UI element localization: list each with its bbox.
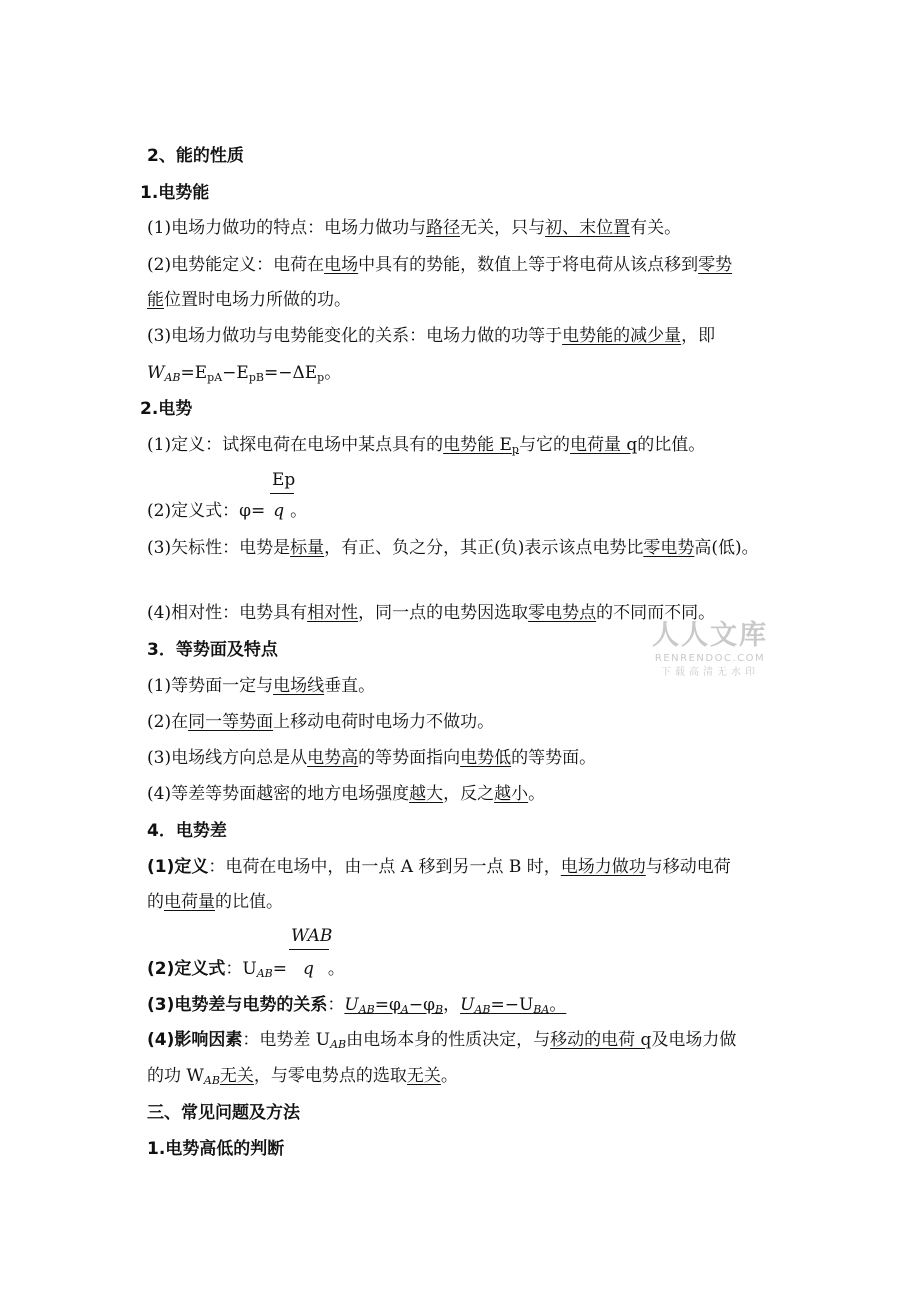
paragraph-potential-energy-definition: (2)电势能定义：电荷在电场中具有的势能，数值上等于将电荷从该点移到零势 (147, 255, 733, 275)
paragraph-equipotential-2: (2)在同一等势面上移动电荷时电场力不做功。 (147, 712, 495, 732)
formula-difference-definition: (2)定义式：$U_{AB}= q$ 。 (147, 959, 345, 980)
paragraph-potential-definition: (1)定义：试探电荷在电场中某点具有的电势能 $E_p$与它的电荷量 q的比值。 (147, 435, 706, 456)
heading-potential-difference: 4．电势差 (147, 821, 227, 841)
paragraph-scalar-property: (3)矢标性：电势是标量，有正、负之分，其正(负)表示该点电势比零电势高(低)。 (147, 538, 759, 558)
paragraph-influencing-factors-cont: 的功 $W_{AB}$无关，与零电势点的选取无关。 (147, 1066, 458, 1087)
heading-common-problems: 三、常见问题及方法 (147, 1103, 300, 1123)
fraction-numerator-wab: WAB (291, 926, 333, 946)
heading-potential-judgement: 1.电势高低的判断 (147, 1139, 285, 1159)
paragraph-difference-definition: (1)定义：电荷在电场中，由一点 A 移到另一点 B 时，电场力做功与移动电荷 (147, 857, 731, 877)
formula-work-energy: $W_{AB}=E_{pA}-E_{pB}=-\Delta E_p$。 (147, 363, 342, 384)
paragraph-influencing-factors: (4)影响因素：电势差 $U_{AB}$由电场本身的性质决定，与移动的电荷 q及电场力做 (147, 1030, 737, 1051)
heading-equipotential: 3．等势面及特点 (147, 640, 278, 660)
fraction-bar-wab (289, 949, 329, 950)
paragraph-relativity: (4)相对性：电势具有相对性，同一点的电势因选取零电势点的不同而不同。 (147, 603, 716, 623)
formula-potential-definition: (2)定义式：φ= q 。 (147, 501, 308, 521)
section-heading-energy: 2、能的性质 (147, 146, 244, 166)
heading-potential-energy: 1.电势能 (140, 183, 210, 203)
watermark-slogan: 下载高清无水印 (661, 667, 759, 678)
watermark-title: 人人文库 (652, 620, 768, 651)
watermark-url: RENRENDOC.COM (654, 653, 766, 664)
paragraph-difference-definition-cont: 的电荷量的比值。 (147, 892, 283, 912)
paragraph-difference-relation: (3)电势差与电势的关系：$U_{AB}=\varphi_A-\varphi_B$，$U_{AB}=-U_{BA}$。 (147, 995, 567, 1016)
watermark-logo (640, 620, 780, 680)
fraction-numerator-ep: Ep (272, 470, 296, 490)
paragraph-equipotential-4: (4)等差等势面越密的地方电场强度越大，反之越小。 (147, 784, 546, 804)
paragraph-equipotential-1: (1)等势面一定与电场线垂直。 (147, 676, 376, 696)
paragraph-equipotential-3: (3)电场线方向总是从电势高的等势面指向电势低的等势面。 (147, 748, 597, 768)
paragraph-work-energy-relation: (3)电场力做功与电势能变化的关系：电场力做的功等于电势能的减少量，即 (147, 326, 716, 346)
paragraph-work-feature: (1)电场力做功的特点：电场力做功与路径无关，只与初、末位置有关。 (147, 218, 682, 238)
paragraph-potential-energy-definition-cont: 能位置时电场力所做的功。 (147, 290, 351, 310)
fraction-bar (270, 493, 294, 494)
heading-potential: 2.电势 (140, 399, 193, 419)
